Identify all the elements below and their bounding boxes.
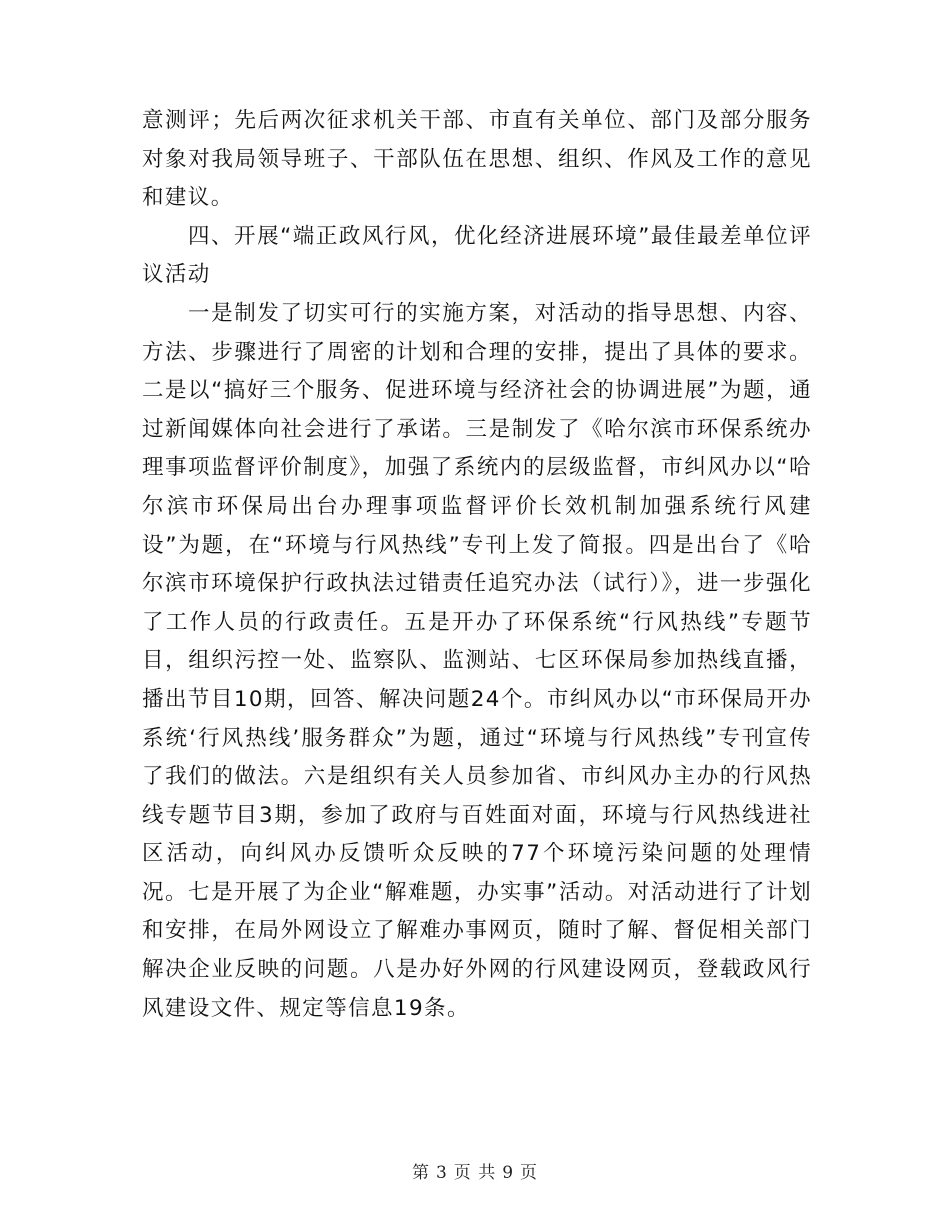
footer-current-page: 3 <box>435 1163 448 1183</box>
paragraph-evaluation-feedback: 意测评；先后两次征求机关干部、市直有关单位、部门及部分服务对象对我局领导班子、干部队伍在思想、组织、作风及工作的意见和建议。 <box>142 108 812 211</box>
footer-middle: 页 共 <box>453 1163 497 1183</box>
footer-suffix: 页 <box>520 1163 539 1183</box>
page-footer <box>0 1158 950 1183</box>
section-heading-four: 四、开展“端正政风行风，优化经济进展环境”最佳最差单位评议活动 <box>142 223 812 288</box>
footer-total-pages: 9 <box>502 1163 515 1183</box>
paragraph-activity-details: 一是制发了切实可行的实施方案，对活动的指导思想、内容、方法、步骤进行了周密的计划和合理的安排，提出了具体的要求。二是以“搞好三个服务、促进环境与经济社会的协调进展”为题，通过新闻媒体向社会进行了承诺。三是制发了《哈尔滨市环保系统办理事项监督评价制度》，加强了系统内的层级监督，市纠风办以“哈尔滨市环保局出台办理事项监督评价长效机制加强系统行风建设”为题，在“环境与行风热线”专刊上发了简报。四是出台了《哈尔滨市环境保护行政执法过错责任追究办法（试行）》，进一步强化了工作人员的行政责任。五是开办了环保系统“行风热线”专题节目，组织污控一处、监察队、监测站、七区环保局参加热线直播，播出节目10期，回答、解决问题24个。市纠风办以“市环保局开办系统‘行风热线’服务群众”为题，通过“环境与行风热线”专刊宣传了我们的做法。六是组织有关人员参加省、市纠风办主办的行风热线专题节目3期，参加了政府与百姓面对面，环境与行风热线进社区活动，向纠风办反馈听众反映的77个环境污染问题的处理情况。七是开展了为企业“解难题，办实事”活动。对活动进行了计划和安排，在局外网设立了解难办事网页，随时了解、督促相关部门解决企业反映的问题。八是办好外网的行风建设网页，登载政风行风建设文件、规定等信息19条。 <box>142 300 812 1021</box>
footer-prefix: 第 <box>411 1163 430 1183</box>
document-body <box>142 102 812 1028</box>
